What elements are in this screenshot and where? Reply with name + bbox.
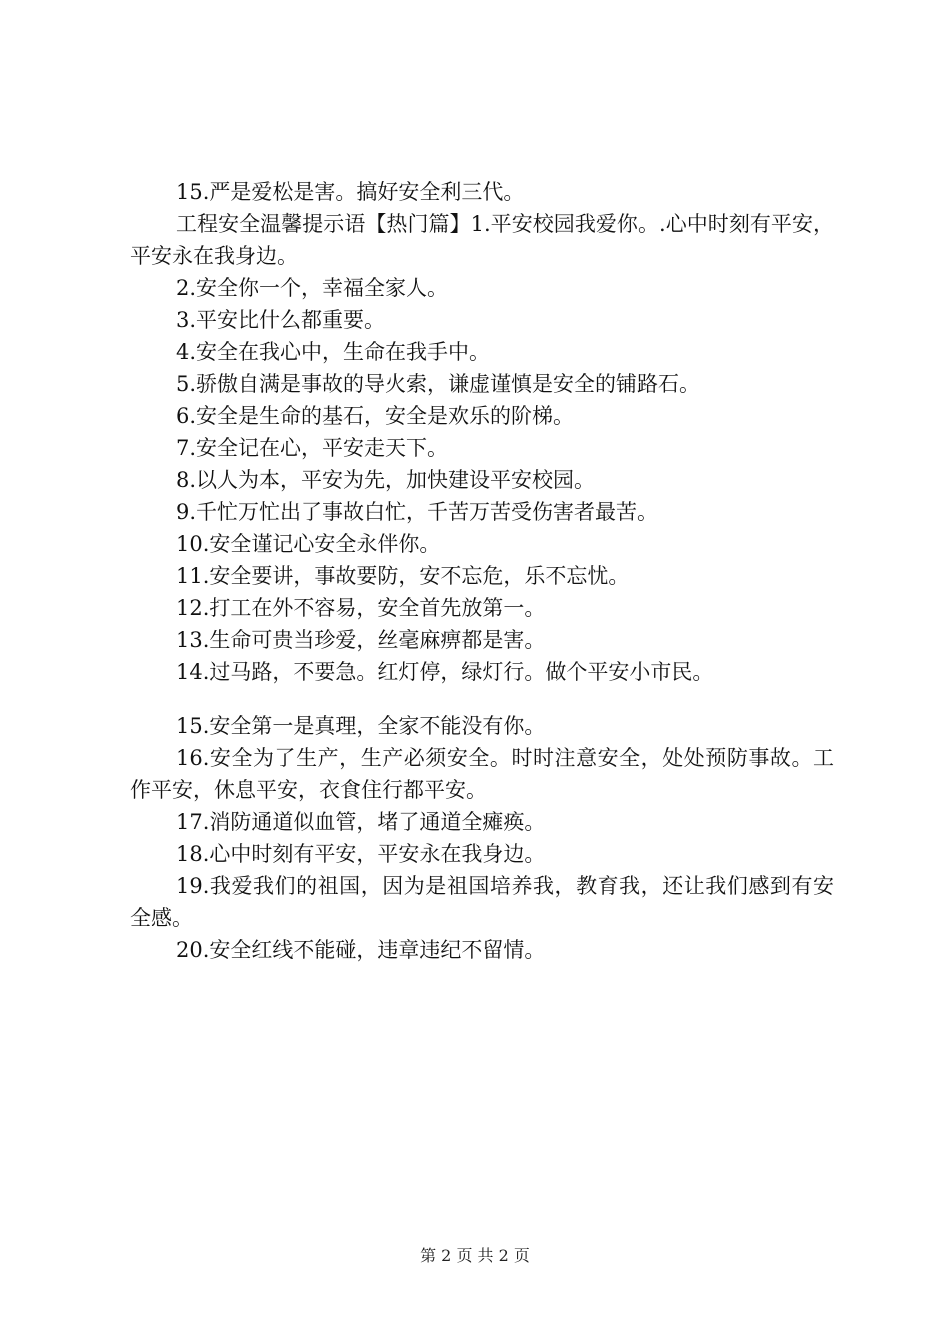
paragraph: 工程安全温馨提示语【热门篇】1.平安校园我爱你。.心中时刻有平安，平安永在我身边。 <box>130 212 834 268</box>
paragraph: 3.平安比什么都重要。 <box>176 308 386 332</box>
paragraph: 13.生命可贵当珍爱，丝毫麻痹都是害。 <box>176 628 546 652</box>
document-body <box>130 176 834 966</box>
page-footer: 第 2 页 共 2 页 <box>420 1246 530 1265</box>
paragraph: 4.安全在我心中，生命在我手中。 <box>176 340 491 364</box>
paragraph: 18.心中时刻有平安，平安永在我身边。 <box>176 842 546 866</box>
paragraph: 5.骄傲自满是事故的导火索，谦虚谨慎是安全的铺路石。 <box>176 372 701 396</box>
paragraph-group-second <box>130 710 834 966</box>
paragraph: 15.安全第一是真理，全家不能没有你。 <box>176 714 546 738</box>
paragraph: 16.安全为了生产，生产必须安全。时时注意安全，处处预防事故。工作平安，休息平安，衣食住行都平安。 <box>130 746 834 802</box>
paragraph: 10.安全谨记心安全永伴你。 <box>176 532 441 556</box>
paragraph: 20.安全红线不能碰，违章违纪不留情。 <box>176 938 546 962</box>
paragraph: 11.安全要讲，事故要防，安不忘危，乐不忘忧。 <box>176 564 630 588</box>
paragraph: 17.消防通道似血管，堵了通道全瘫痪。 <box>176 810 546 834</box>
paragraph: 19.我爱我们的祖国，因为是祖国培养我，教育我，还让我们感到有安全感。 <box>130 874 834 930</box>
paragraph-group-first <box>130 176 834 688</box>
paragraph: 8.以人为本，平安为先，加快建设平安校园。 <box>176 468 596 492</box>
paragraph-gap <box>130 688 834 710</box>
paragraph: 7.安全记在心，平安走天下。 <box>176 436 449 460</box>
paragraph: 15.严是爱松是害。搞好安全利三代。 <box>176 180 525 204</box>
paragraph: 6.安全是生命的基石，安全是欢乐的阶梯。 <box>176 404 575 428</box>
paragraph: 12.打工在外不容易，安全首先放第一。 <box>176 596 546 620</box>
paragraph: 9.千忙万忙出了事故白忙，千苦万苦受伤害者最苦。 <box>176 500 659 524</box>
paragraph: 14.过马路，不要急。红灯停，绿灯行。做个平安小市民。 <box>176 660 714 684</box>
paragraph: 2.安全你一个，幸福全家人。 <box>176 276 449 300</box>
